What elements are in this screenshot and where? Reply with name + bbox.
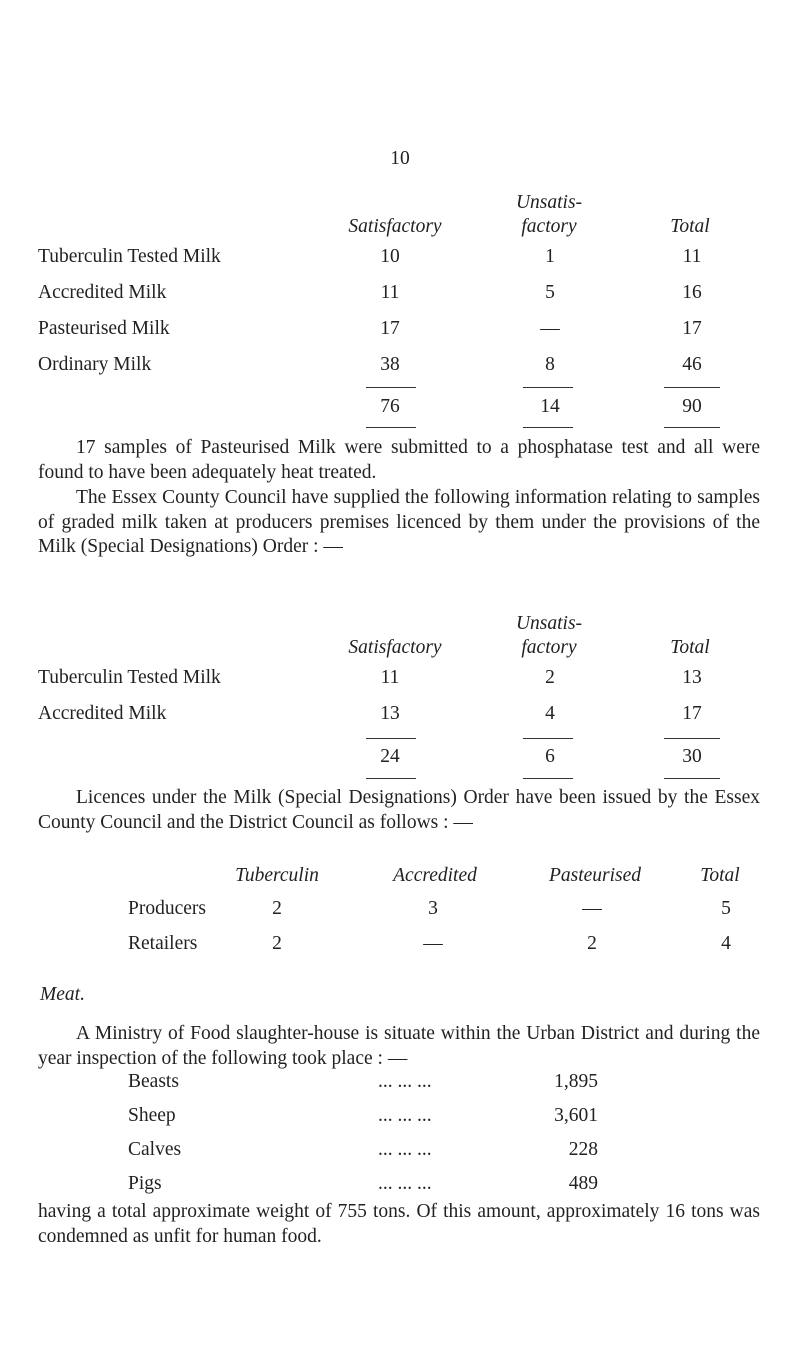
paragraph-phosphatase: 17 samples of Pasteurised Milk were submitted to a phosphatase test and all were found to have been adequately heat treated. xyxy=(38,437,760,483)
item-label: Pigs xyxy=(128,1173,162,1194)
cell-accredited: — xyxy=(423,933,443,954)
cell-total: 16 xyxy=(682,282,702,303)
total-satisfactory: 24 xyxy=(380,746,400,767)
header-total: Total xyxy=(670,216,710,237)
total-satisfactory: 76 xyxy=(380,396,400,417)
row-label: Ordinary Milk xyxy=(38,354,152,375)
header-unsatisfactory-line2: factory xyxy=(521,637,577,658)
cell-satisfactory: 17 xyxy=(380,318,400,339)
cell-pasteurised: 2 xyxy=(587,933,597,954)
cell-total: 5 xyxy=(721,898,731,919)
row-label: Accredited Milk xyxy=(38,282,167,303)
item-value: 3,601 xyxy=(554,1105,598,1126)
double-rule xyxy=(366,427,416,428)
double-rule xyxy=(366,778,416,779)
leader-dots: ... ... ... xyxy=(378,1173,432,1194)
item-value: 228 xyxy=(568,1139,598,1160)
item-label: Sheep xyxy=(128,1105,176,1126)
double-rule xyxy=(664,427,720,428)
cell-total: 17 xyxy=(682,318,702,339)
row-label: Retailers xyxy=(128,933,198,954)
sum-rule xyxy=(664,387,720,388)
header-total: Total xyxy=(700,865,740,886)
cell-unsatisfactory: 1 xyxy=(545,246,555,267)
sum-rule xyxy=(664,738,720,739)
row-label: Tuberculin Tested Milk xyxy=(38,246,221,267)
cell-unsatisfactory: — xyxy=(540,318,560,339)
leader-dots: ... ... ... xyxy=(378,1105,432,1126)
paragraph-slaughter-house: A Ministry of Food slaughter-house is situate within the Urban District and during the year inspection of the following took place : — xyxy=(38,1023,760,1069)
cell-total: 46 xyxy=(682,354,702,375)
page-number: 10 xyxy=(390,148,410,169)
item-label: Calves xyxy=(128,1139,182,1160)
double-rule xyxy=(523,427,573,428)
cell-total: 13 xyxy=(682,667,702,688)
cell-pasteurised: — xyxy=(582,898,602,919)
cell-unsatisfactory: 2 xyxy=(545,667,555,688)
header-accredited: Accredited xyxy=(393,865,477,886)
header-unsatisfactory-line2: factory xyxy=(521,216,577,237)
leader-dots: ... ... ... xyxy=(378,1071,432,1092)
header-tuberculin: Tuberculin xyxy=(235,865,319,886)
total-unsatisfactory: 14 xyxy=(540,396,560,417)
row-label: Tuberculin Tested Milk xyxy=(38,667,221,688)
sum-rule xyxy=(523,387,573,388)
double-rule xyxy=(664,778,720,779)
row-label: Producers xyxy=(128,898,206,919)
sum-rule xyxy=(366,387,416,388)
cell-unsatisfactory: 8 xyxy=(545,354,555,375)
row-label: Accredited Milk xyxy=(38,703,167,724)
cell-total: 4 xyxy=(721,933,731,954)
item-value: 1,895 xyxy=(554,1071,598,1092)
header-satisfactory: Satisfactory xyxy=(348,637,442,658)
row-label: Pasteurised Milk xyxy=(38,318,170,339)
cell-satisfactory: 10 xyxy=(380,246,400,267)
header-unsatisfactory-line1: Unsatis- xyxy=(515,192,583,213)
cell-unsatisfactory: 5 xyxy=(545,282,555,303)
header-unsatisfactory-line1: Unsatis- xyxy=(515,613,583,634)
cell-satisfactory: 13 xyxy=(380,703,400,724)
item-label: Beasts xyxy=(128,1071,179,1092)
header-total: Total xyxy=(670,637,710,658)
sum-rule xyxy=(366,738,416,739)
header-satisfactory: Satisfactory xyxy=(348,216,442,237)
item-value: 489 xyxy=(568,1173,598,1194)
cell-total: 17 xyxy=(682,703,702,724)
total-unsatisfactory: 6 xyxy=(545,746,555,767)
cell-total: 11 xyxy=(682,246,702,267)
leader-dots: ... ... ... xyxy=(378,1139,432,1160)
cell-satisfactory: 38 xyxy=(380,354,400,375)
paragraph-licences: Licences under the Milk (Special Designations) Order have been issued by the Essex County Council and the District Council as follows : — xyxy=(38,787,760,833)
double-rule xyxy=(523,778,573,779)
cell-tuberculin: 2 xyxy=(272,898,282,919)
total-total: 90 xyxy=(682,396,702,417)
sum-rule xyxy=(523,738,573,739)
cell-unsatisfactory: 4 xyxy=(545,703,555,724)
total-total: 30 xyxy=(682,746,702,767)
paragraph-essex-council: The Essex County Council have supplied the following information relating to samples of graded milk taken at producers premises licenced by them under the provisions of the Milk (Special Designations) Order : — xyxy=(38,487,760,557)
paragraph-weight-condemned: having a total approximate weight of 755 tons. Of this amount, approximately 16 tons was condemned as unfit for human food. xyxy=(38,1201,760,1247)
cell-satisfactory: 11 xyxy=(380,667,400,688)
cell-tuberculin: 2 xyxy=(272,933,282,954)
cell-accredited: 3 xyxy=(428,898,438,919)
cell-satisfactory: 11 xyxy=(380,282,400,303)
header-pasteurised: Pasteurised xyxy=(548,865,642,886)
section-heading-meat: Meat. xyxy=(40,984,85,1005)
